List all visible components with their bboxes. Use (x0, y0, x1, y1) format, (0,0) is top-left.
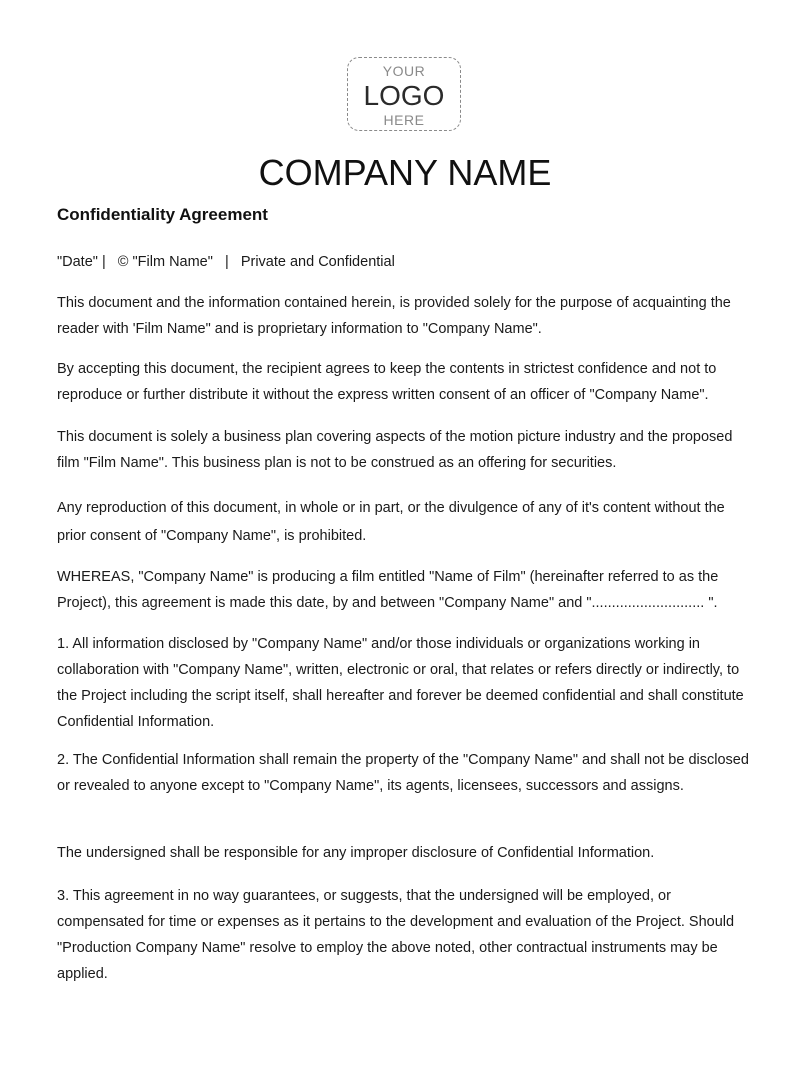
logo-placeholder (347, 57, 461, 131)
meta-line: "Date" | © "Film Name" | Private and Confidential (57, 254, 395, 270)
paragraph-reproduction: Any reproduction of this document, in whole or in part, or the divulgence of any of it's content without the prior consent of "Company Name", is prohibited. (57, 500, 725, 544)
logo-main-text: LOGO (363, 80, 445, 111)
logo-top-text: YOUR (382, 63, 426, 79)
paragraph-responsibility: The undersigned shall be responsible for any improper disclosure of Confidential Information. (57, 845, 655, 861)
company-name-heading: COMPANY NAME (258, 152, 552, 193)
clause-2: 2. The Confidential Information shall remain the property of the "Company Name" and shall not be disclosed or revealed to anyone except to "Company Name", its agents, licensees, successors and assigns. (57, 752, 749, 794)
paragraph-purpose: This document and the information contained herein, is provided solely for the purpose of acquainting the reader with 'Film Name" and is proprietary information to "Company Name". (57, 295, 731, 337)
paragraph-whereas: WHEREAS, "Company Name" is producing a film entitled "Name of Film" (hereinafter referred to as the Project), this agreement is made this date, by and between "Company Name" and "............................ ". (57, 569, 719, 611)
paragraph-acceptance: By accepting this document, the recipient agrees to keep the contents in strictest confidence and not to reproduce or further distribute it without the express written consent of an officer of "Company Name". (57, 361, 717, 403)
document-title: Confidentiality Agreement (57, 205, 268, 224)
logo-bottom-text: HERE (383, 112, 425, 128)
clause-3: 3. This agreement in no way guarantees, or suggests, that the undersigned will be employed, or compensated for time or expenses as it pertains to the development and evaluation of the Project. Should "Production Company Name" resolve to employ the above noted, other contractual instruments may be applied. (57, 888, 735, 982)
clause-1: 1. All information disclosed by "Company Name" and/or those individuals or organizations working in collaboration with "Company Name", written, electronic or oral, that relates or refers directly or indirectly, to the Project including the script itself, shall hereafter and forever be deemed confidential and shall constitute Confidential Information. (57, 636, 744, 730)
paragraph-business-plan: This document is solely a business plan covering aspects of the motion picture industry and the proposed film "Film Name". This business plan is not to be construed as an offering for securities. (57, 429, 733, 471)
